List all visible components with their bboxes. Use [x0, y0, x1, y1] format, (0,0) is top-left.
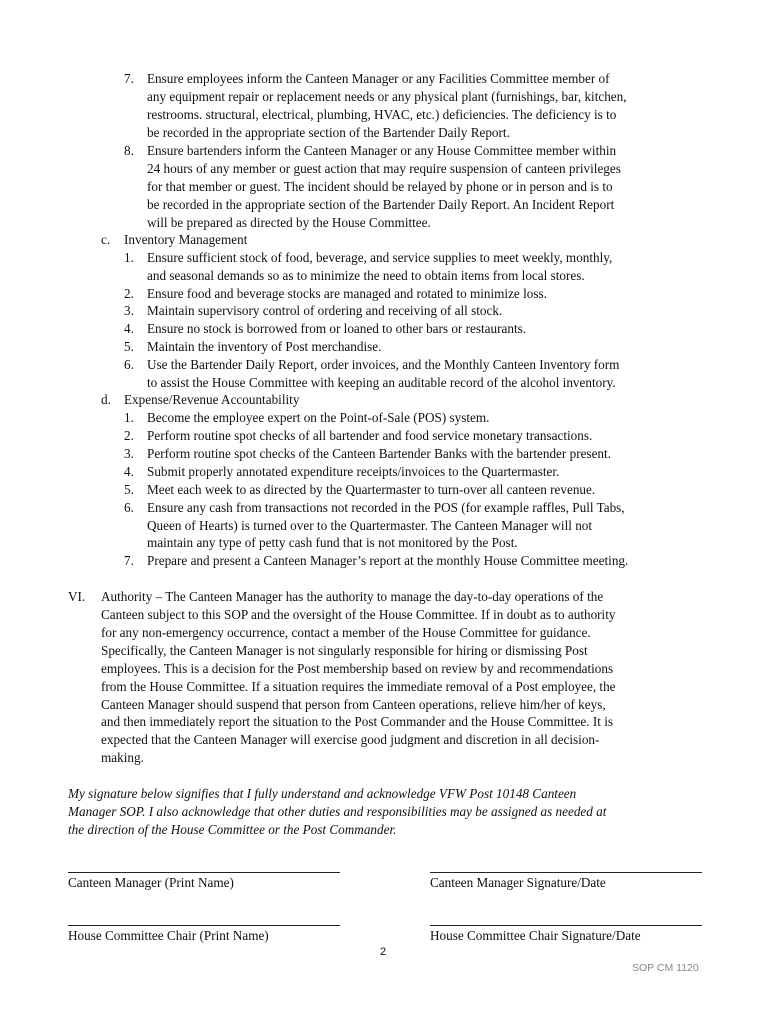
acknowledgement-line: My signature below signifies that I fully understand and acknowledge VFW Post 10148 Canteen — [68, 786, 577, 801]
section-vi-line: from the House Committee. If a situation requires the immediate removal of a Post employee, the — [101, 679, 616, 694]
item-d1-number: 1. — [124, 410, 134, 425]
manager-signature-label: Canteen Manager Signature/Date — [430, 875, 606, 890]
section-d-label: d. — [101, 392, 111, 407]
item-d4-line: Submit properly annotated expenditure receipts/invoices to the Quartermaster. — [147, 464, 560, 479]
item-c1-number: 1. — [124, 250, 134, 265]
section-vi-line: employees. This is a decision for the Post membership based on review by and recommendations — [101, 661, 614, 676]
section-d-title: Expense/Revenue Accountability — [124, 392, 300, 407]
item-b7-line: be recorded in the appropriate section of the Bartender Daily Report. — [147, 125, 510, 140]
section-c-title: Inventory Management — [124, 232, 248, 247]
chair-signature-line[interactable] — [430, 925, 702, 926]
item-b7-line: any equipment repair or replacement needs or any physical plant (furnishings, bar, kitchen, — [147, 89, 627, 104]
item-c3-line: Maintain supervisory control of ordering and receiving of all stock. — [147, 303, 503, 318]
section-c-label: c. — [101, 232, 111, 247]
section-vi-line: for any non-emergency occurrence, contact a member of the House Committee for guidance. — [101, 625, 591, 640]
item-c1-line: Ensure sufficient stock of food, beverage, and service supplies to meet weekly, monthly, — [147, 250, 613, 265]
manager-signature-line[interactable] — [430, 872, 702, 873]
item-d6-line: Queen of Hearts) is turned over to the Quartermaster. The Canteen Manager will not — [147, 518, 593, 533]
item-d2-number: 2. — [124, 428, 134, 443]
item-d3-number: 3. — [124, 446, 134, 461]
item-c2-number: 2. — [124, 286, 134, 301]
item-b8-number: 8. — [124, 143, 134, 158]
item-b8-line: Ensure bartenders inform the Canteen Manager or any House Committee member within — [147, 143, 617, 158]
acknowledgement-line: Manager SOP. I also acknowledge that other duties and responsibilities may be assigned as needed at — [68, 804, 607, 819]
item-b8-line: 24 hours of any member or guest action that may require suspension of canteen privileges — [147, 161, 621, 176]
item-c6-line: to assist the House Committee with keeping an auditable record of the alcohol inventory. — [147, 375, 616, 390]
item-c6-line: Use the Bartender Daily Report, order invoices, and the Monthly Canteen Inventory form — [147, 357, 620, 372]
item-b7-line: restrooms. structural, electrical, plumbing, HVAC, etc.) deficiencies. The deficiency is to — [147, 107, 617, 122]
item-c5-line: Maintain the inventory of Post merchandise. — [147, 339, 382, 354]
item-c3-number: 3. — [124, 303, 134, 318]
item-d6-line: Ensure any cash from transactions not recorded in the POS (for example raffles, Pull Tabs, — [147, 500, 625, 515]
item-d5-line: Meet each week to as directed by the Quartermaster to turn-over all canteen revenue. — [147, 482, 596, 497]
section-vi-line: Authority – The Canteen Manager has the authority to manage the day-to-day operations of the — [101, 589, 604, 604]
chair-print-name-label: House Committee Chair (Print Name) — [68, 928, 269, 943]
manager-print-name-line[interactable] — [68, 872, 340, 873]
item-b7-number: 7. — [124, 71, 134, 86]
item-b8-line: for that member or guest. The incident should be relayed by phone or in person and is to — [147, 179, 613, 194]
chair-print-name-line[interactable] — [68, 925, 340, 926]
acknowledgement-line: the direction of the House Committee or the Post Commander. — [68, 822, 397, 837]
section-vi-line: Canteen Manager should suspend that person from Canteen operations, relieve him/her of keys, — [101, 697, 606, 712]
item-c2-line: Ensure food and beverage stocks are managed and rotated to minimize loss. — [147, 286, 547, 301]
item-c5-number: 5. — [124, 339, 134, 354]
section-vi-line: and then immediately report the situation to the Post Commander and the House Committee. It is — [101, 714, 614, 729]
item-b8-line: will be prepared as directed by the House Committee. — [147, 215, 431, 230]
item-d7-line: Prepare and present a Canteen Manager’s report at the monthly House Committee meeting. — [147, 553, 629, 568]
section-vi-line: making. — [101, 750, 144, 765]
manager-print-name-label: Canteen Manager (Print Name) — [68, 875, 234, 890]
section-vi-line: Canteen subject to this SOP and the oversight of the House Committee. If in doubt as to authority — [101, 607, 616, 622]
item-d5-number: 5. — [124, 482, 134, 497]
section-vi-line: Specifically, the Canteen Manager is not singularly responsible for hiring or dismissing Post — [101, 643, 588, 658]
page-number: 2 — [380, 946, 387, 958]
item-b7-line: Ensure employees inform the Canteen Manager or any Facilities Committee member of — [147, 71, 610, 86]
item-d4-number: 4. — [124, 464, 134, 479]
item-d6-line: maintain any type of petty cash fund that is not monitored by the Post. — [147, 535, 518, 550]
item-d2-line: Perform routine spot checks of all bartender and food service monetary transactions. — [147, 428, 593, 443]
item-c6-number: 6. — [124, 357, 134, 372]
item-d7-number: 7. — [124, 553, 134, 568]
item-d1-line: Become the employee expert on the Point-of-Sale (POS) system. — [147, 410, 490, 425]
item-d3-line: Perform routine spot checks of the Canteen Bartender Banks with the bartender present. — [147, 446, 611, 461]
item-c1-line: and seasonal demands so as to minimize the need to obtain items from local stores. — [147, 268, 585, 283]
item-c4-number: 4. — [124, 321, 134, 336]
item-c4-line: Ensure no stock is borrowed from or loaned to other bars or restaurants. — [147, 321, 527, 336]
section-vi-label: VI. — [68, 589, 86, 604]
section-vi-line: expected that the Canteen Manager will exercise good judgment and discretion in all decision- — [101, 732, 600, 747]
footer-code: SOP CM 1120 — [632, 962, 699, 974]
item-d6-number: 6. — [124, 500, 134, 515]
item-b8-line: be recorded in the appropriate section of the Bartender Daily Report. An Incident Report — [147, 197, 615, 212]
chair-signature-label: House Committee Chair Signature/Date — [430, 928, 641, 943]
